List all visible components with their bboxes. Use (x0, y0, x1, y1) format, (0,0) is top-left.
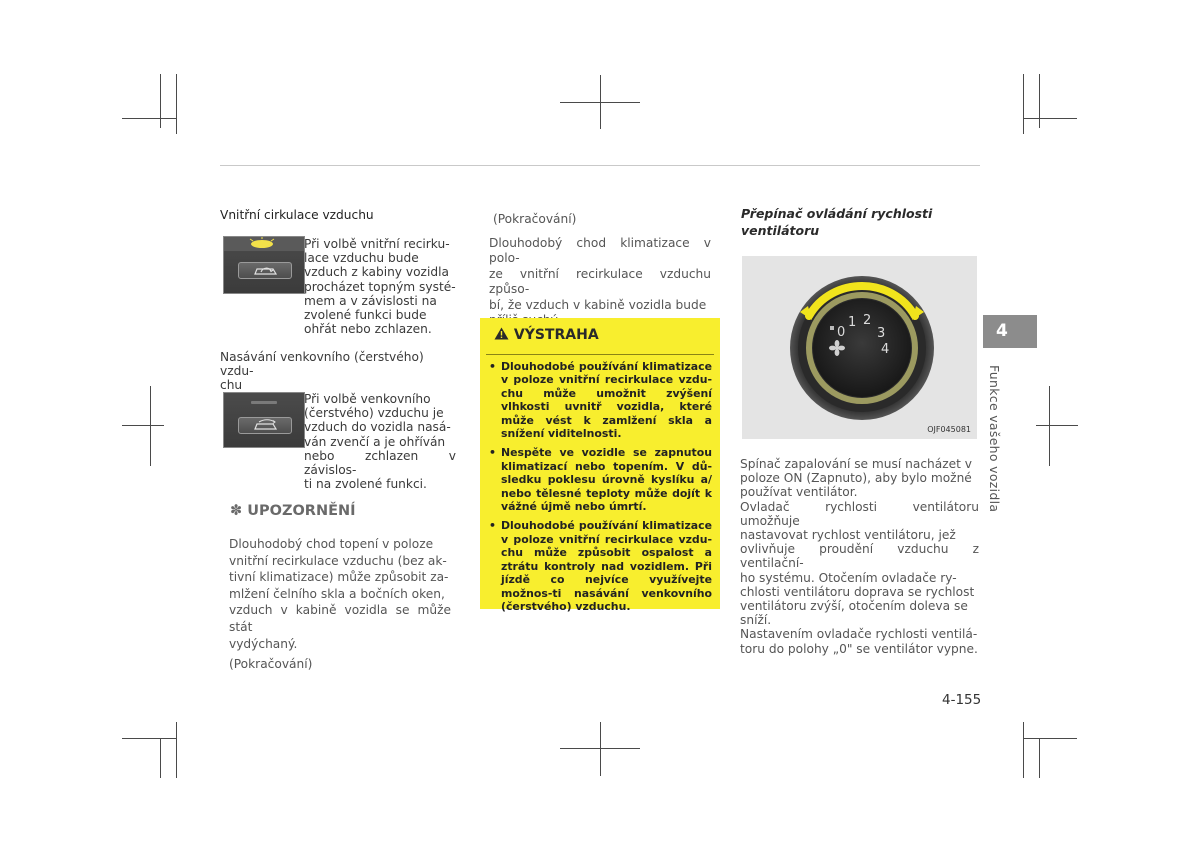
text-line: ventilátoru (741, 223, 820, 238)
chapter-title: Funkce vašeho vozidla (987, 365, 1002, 513)
text-line: Dlouhodobý chod topení v poloze (229, 537, 434, 551)
recirc-description (304, 237, 456, 336)
header-rule (220, 165, 980, 166)
warning-triangle-icon (494, 327, 509, 340)
text-line: (čerstvého) vzduchu je (304, 406, 444, 421)
text-line: zvolené funkci bude (304, 308, 427, 323)
text-line: vzduch z kabiny vozidla (304, 265, 449, 280)
text-line: ván zvenčí a je ohříván (304, 434, 446, 449)
fan-speed-knob-photo (742, 256, 977, 439)
text-line: nastavovat rychlost ventilátoru, jež (740, 528, 956, 543)
warning-item: • Dlouhodobé používání klimatizace v poloze vnitřní recirkulace vzdu-chu může způsobit ospalost a ztrátu kontroly nad vozidlem. Při jízdě co nejvíce využívejte možnos-ti nasávání venkovního (čerstvého) vzduchu. (488, 519, 712, 613)
text-line: tivní klimatizace) může způsobit za- (229, 570, 449, 585)
knob-label-1: 1 (848, 315, 857, 330)
knob-label-0: 0 (837, 325, 846, 340)
text-line: chlosti ventilátoru doprava se rychlost (740, 584, 975, 599)
knob-label-2: 2 (863, 313, 872, 328)
recirc-heading: Vnitřní cirkulace vzduchu (220, 208, 374, 222)
fresh-air-description (304, 392, 456, 491)
text-line: Přepínač ovládání rychlosti (741, 206, 933, 221)
text-line: Při volbě venkovního (304, 392, 431, 406)
text-line: ventilátoru zvýší, otočením doleva se (740, 599, 968, 614)
car-recirculation-icon (239, 263, 291, 278)
text-line: chu (220, 378, 243, 393)
chapter-tab: 4 (983, 315, 1037, 348)
text-line: poloze ON (Zapnuto), aby bylo možné (740, 471, 972, 486)
warning-box (480, 318, 720, 613)
page-number: 4-155 (942, 692, 982, 708)
car-fresh-air-icon (239, 418, 291, 433)
text-line: ho systému. Otočením ovladače ry- (740, 570, 957, 585)
continued-label: (Pokračování) (229, 657, 313, 672)
section-title (741, 205, 932, 239)
fresh-air-button-image (223, 392, 305, 448)
knob-label-3: 3 (877, 326, 886, 341)
text-line: Nasávání venkovního (čerstvého) vzdu- (220, 350, 424, 379)
caution-title: UPOZORNĚNÍ (247, 503, 356, 519)
caution-asterisk-icon: ✽ (230, 503, 243, 519)
text-line: bí, že vzduch v kabině vozidla bude (489, 297, 707, 312)
text-line: vzduch v kabině vozidla se může stát (229, 603, 451, 634)
text-line: Spínač zapalování se musí nacházet v (740, 457, 972, 471)
text-line: lace vzduchu bude (304, 251, 419, 266)
fan-speed-knob-image (742, 256, 977, 439)
text-line: ti na zvolené funkci. (304, 477, 427, 492)
text-line: nebo zchlazen v závislos- (304, 448, 456, 478)
text-line: vzduch do vozidla nasá- (304, 420, 451, 435)
indicator-light-icon (224, 237, 304, 251)
middle-continued: (Pokračování) (493, 212, 577, 226)
text-line: mem a v závislosti na (304, 293, 437, 308)
text-line: vnitřní recirkulace vzduchu (bez ak- (229, 553, 447, 568)
recirculation-button-image (223, 236, 305, 294)
caution-heading (230, 503, 356, 519)
warning-heading (494, 327, 599, 343)
text-line: sníží. (740, 613, 772, 628)
warning-item: • Dlouhodobé používání klimatizace v poloze vnitřní recirkulace vzdu-chu může umožnit zvýšení vlhkosti uvnitř vozidla, které může vést k zamlžení skla a snížení viditelnosti. (488, 360, 712, 440)
text-line: mlžení čelního skla a bočních oken, (229, 586, 445, 601)
text-line: toru do polohy „0" se ventilátor vypne. (740, 641, 978, 656)
text-line: vydýchaný. (229, 636, 298, 651)
text-line: ovlivňuje proudění vzduchu z ventilační- (740, 542, 979, 571)
text-line: používat ventilátor. (740, 485, 858, 500)
caution-text (229, 536, 451, 673)
text-line: ze vnitřní recirkulace vzduchu způso- (489, 266, 711, 297)
right-text (740, 457, 979, 656)
text-line: ohřát nebo zchlazen. (304, 322, 432, 337)
warning-item: • Nespěte ve vozidle se zapnutou klimatizací nebo topením. V dů-sledku poklesu úrovně kyslíku a/ nebo tělesné teploty může dojít k vážné újmě nebo úmrtí. (488, 446, 712, 513)
text-line: Při volbě vnitřní recirku- (304, 237, 450, 251)
text-line: Nastavením ovladače rychlosti ventilá- (740, 627, 978, 642)
left-column (220, 208, 460, 222)
warning-divider (486, 354, 714, 355)
text-line: procházet topným systé- (304, 279, 456, 294)
warning-list (488, 360, 712, 619)
middle-paragraph (489, 236, 711, 328)
text-line: Dlouhodobý chod klimatizace v polo- (489, 236, 711, 266)
text-line: Ovladač rychlosti ventilátoru umožňuje (740, 499, 979, 528)
photo-code: OJF045081 (927, 425, 971, 434)
knob-label-4: 4 (881, 342, 890, 357)
warning-title: VÝSTRAHA (513, 327, 599, 343)
fresh-air-heading (220, 350, 460, 393)
